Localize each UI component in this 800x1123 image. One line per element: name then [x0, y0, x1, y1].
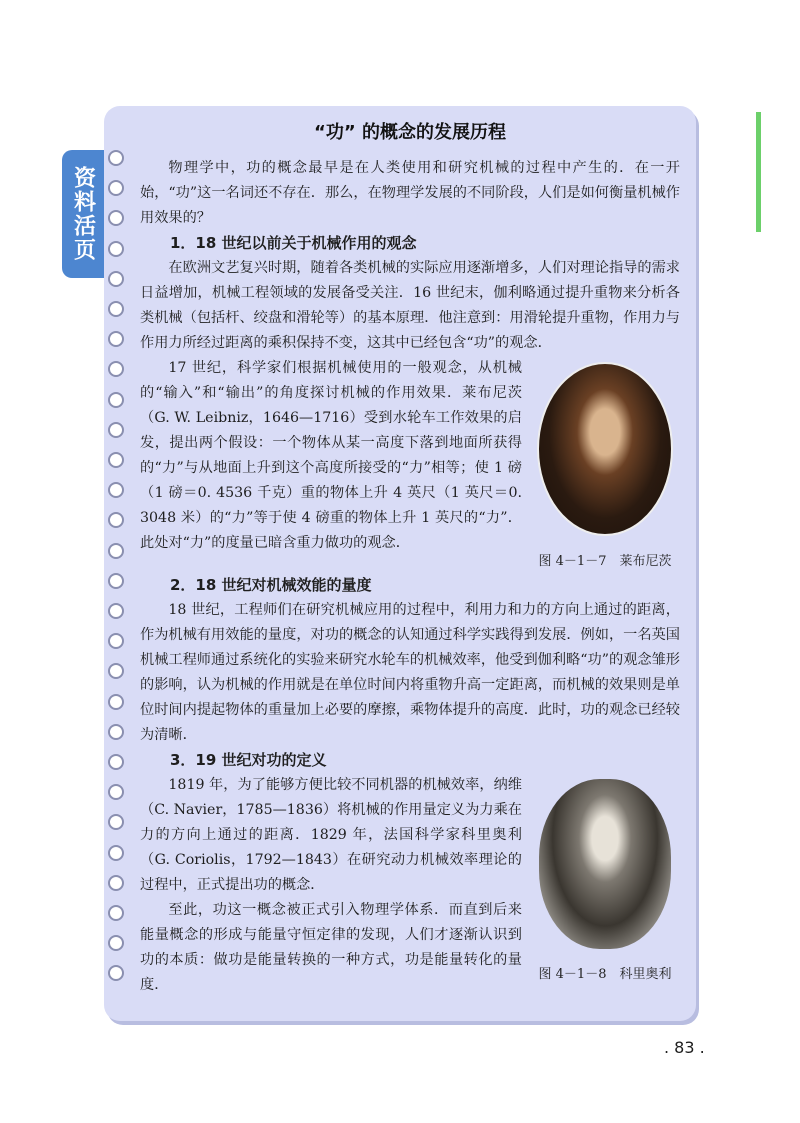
binder-ring [108, 301, 124, 317]
binder-ring [108, 543, 124, 559]
binder-ring [108, 271, 124, 287]
section-2-paragraph-1: 18 世纪，工程师们在研究机械应用的过程中，利用力和力的方向上通过的距离，作为机械有用效能的量度，对功的概念的认知通过科学实践得到发展．例如，一名英国机械工程师通过系统化的实验来研究水轮车的机械效率，他受到伽利略“功”的观念雏形的影响，认为机械的作用就是在单位时间内将重物升高一定距离，而机械的效果则是单位时间内提起物体的重量加上必要的摩擦，乘物体提升的高度．此时，功的观念已经较为清晰． [140, 602, 680, 743]
figure-caption: 图 4－1－7 莱布尼茨 [538, 554, 672, 569]
binder-ring [108, 845, 124, 861]
binder-ring [108, 150, 124, 166]
article-title: “功” 的概念的发展历程 [314, 122, 506, 143]
figure-caption: 图 4－1－8 科里奥利 [538, 967, 672, 982]
section-1-heading: 1．18 世纪以前关于机械作用的观念 [170, 234, 417, 252]
binder-ring [108, 754, 124, 770]
binder-ring [108, 241, 124, 257]
binder-ring [108, 422, 124, 438]
binder-ring [108, 694, 124, 710]
section-3-paragraph-2: 至此，功这一概念被正式引入物理学体系．而直到后来能量概念的形成与能量守恒定律的发现，人们才逐渐认识到功的本质：做功是能量转换的一种方式，功是能量转化的量度． [140, 902, 522, 993]
binder-ring [108, 392, 124, 408]
binder-ring [108, 875, 124, 891]
figure-coriolis [530, 779, 680, 982]
binder-ring [108, 603, 124, 619]
binder-ring [108, 573, 124, 589]
section-3-heading: 3．19 世纪对功的定义 [170, 751, 327, 769]
binder-ring [108, 452, 124, 468]
page-number: . 83 . [664, 1038, 705, 1057]
section-3-paragraph-1: 1819 年，为了能够方便比较不同机器的机械效率，纳维（C. Navier，1785—1836）将机械的作用量定义为力乘在力的方向上通过的距离．1829 年，法国科学家科里奥利（G. Coriolis，1792—1843）在研究动力机械效率理论的过程中，正式提出功的概念． [140, 777, 522, 893]
article [140, 118, 680, 998]
side-tab-label: 资料活页 [70, 166, 96, 262]
leibniz-portrait-image [537, 362, 673, 536]
binder-ring [108, 724, 124, 740]
binder-ring [108, 905, 124, 921]
coriolis-portrait-image [539, 779, 671, 949]
edge-marker [756, 112, 761, 232]
figure-leibniz [530, 362, 680, 569]
section-1-paragraph-1: 在欧洲文艺复兴时期，随着各类机械的实际应用逐渐增多，人们对理论指导的需求日益增加，机械工程领域的发展备受关注．16 世纪末，伽利略通过提升重物来分析各类机械（包括杆、绞盘和滑轮等）的基本原理．他注意到：用滑轮提升重物，作用力与作用力所经过距离的乘积保持不变，这其中已经包含“功”的观念． [140, 260, 680, 351]
section-1-paragraph-2: 17 世纪，科学家们根据机械使用的一般观念，从机械的“输入”和“输出”的角度探讨机械的作用效果．莱布尼茨（G. W. Leibniz，1646—1716）受到水轮车工作效果的启发，提出两个假设：一个物体从某一高度下落到地面所获得的“力”与从地面上升到这个高度所接受的“力”相等；使 1 磅（1 磅＝0. 4536 千克）重的物体上升 4 英尺（1 英尺＝0. 3048 米）的“力”等于使 4 磅重的物体上升 1 英尺的“力”．此处对“力”的度量已暗含重力做功的观念． [140, 360, 522, 551]
intro-paragraph: 物理学中，功的概念最早是在人类使用和研究机械的过程中产生的．在一开始，“功”这一名词还不存在．那么，在物理学发展的不同阶段，人们是如何衡量机械作用效果的？ [140, 160, 680, 226]
side-tab [62, 150, 104, 278]
section-2-heading: 2．18 世纪对机械效能的量度 [170, 576, 372, 594]
